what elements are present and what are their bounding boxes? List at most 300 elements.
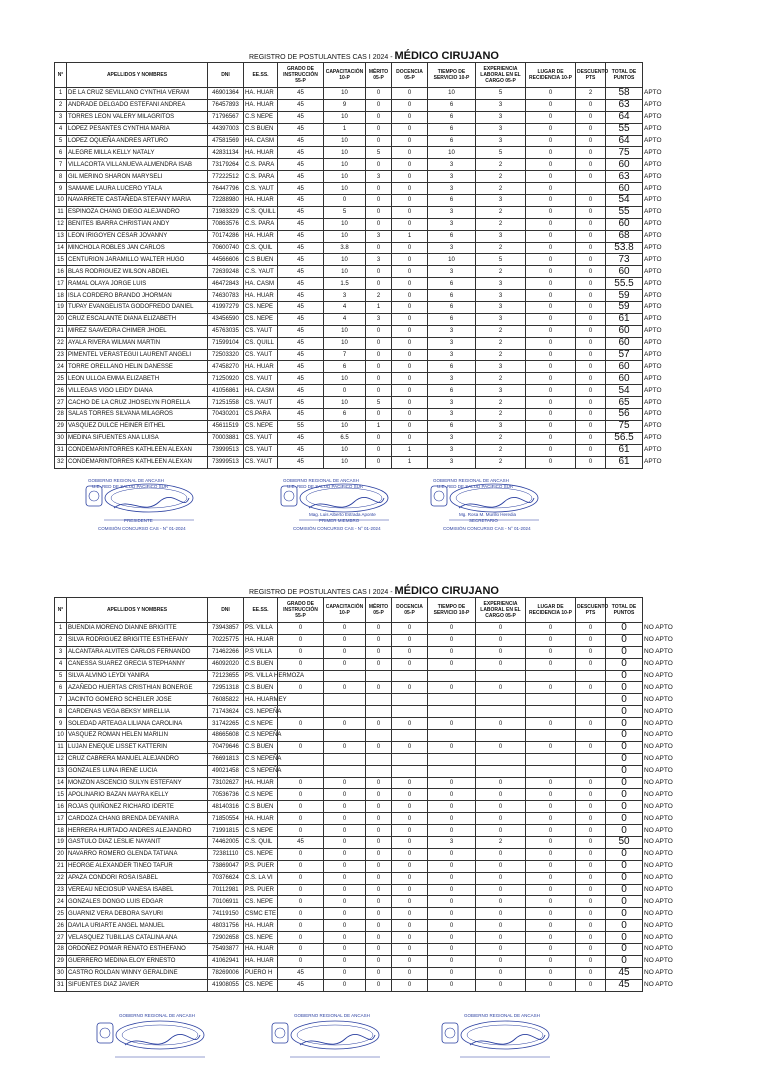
table-row <box>55 753 695 765</box>
col-name-cell: AYALA RIVERA WILMAN MARTIN <box>67 337 208 349</box>
stamp-org: GOBIERNO REGIONAL DE ANCASH <box>88 478 164 483</box>
col-total-cell: 0 <box>606 920 643 932</box>
col-experiencia-cell: 0 <box>476 682 526 694</box>
col-capacitacion-cell: 0 <box>324 872 366 884</box>
col-descuento-cell <box>576 730 606 742</box>
col-grado-cell: 45 <box>278 111 324 123</box>
col-name-cell: JACINTO GOMERO SCHEILER JOSE <box>67 694 208 706</box>
col-docencia-cell: 0 <box>392 789 428 801</box>
col-merito-cell: 0 <box>366 967 392 979</box>
col-number-cell: 16 <box>55 801 67 813</box>
col-result-header <box>643 63 695 88</box>
col-eess-cell: CS. YAUT <box>244 349 278 361</box>
col-grado-cell: 0 <box>278 634 324 646</box>
col-result-cell: APTO <box>644 125 662 133</box>
col-descuento-cell: 0 <box>576 373 606 385</box>
col-docencia-cell: 0 <box>392 848 428 860</box>
col-docencia-cell: 0 <box>392 658 428 670</box>
col-eess-cell: C.S. YAUT <box>244 183 278 195</box>
col-grado-cell: 45 <box>278 385 324 397</box>
col-capacitacion-cell: 0 <box>324 979 366 991</box>
col-number-cell: 13 <box>55 230 67 242</box>
col-name-cell: DE LA CRUZ SEVILLANO CYNTHIA VERAM <box>67 88 208 100</box>
table-row <box>55 706 695 718</box>
stamp-committee: COMISIÓN CONCURSO CAS - N° 01-2024 <box>443 526 531 531</box>
col-capacitacion-cell: 0 <box>324 718 366 730</box>
col-experiencia-cell: 5 <box>476 88 526 100</box>
col-residencia-cell <box>526 706 576 718</box>
col-total-cell: 55.5 <box>606 278 643 290</box>
col-tiempo-cell: 6 <box>428 111 476 123</box>
col-dni-cell: 45763035 <box>208 325 244 337</box>
col-descuento-cell: 0 <box>576 658 606 670</box>
col-total-cell: 65 <box>606 397 643 409</box>
col-tiempo-cell: 6 <box>428 420 476 432</box>
col-docencia-cell <box>392 753 428 765</box>
col-residencia-cell <box>526 730 576 742</box>
col-experiencia-cell: 0 <box>476 979 526 991</box>
col-docencia-cell: 0 <box>392 278 428 290</box>
col-name-cell: GUERRERO MEDINA ELOY ERNESTO <box>67 955 208 967</box>
col-grado-cell: 45 <box>278 135 324 147</box>
col-number-cell: 30 <box>55 967 67 979</box>
col-descuento-cell <box>576 706 606 718</box>
col-capacitacion-cell: 6 <box>324 409 366 421</box>
col-descuento-cell: 0 <box>576 955 606 967</box>
table-row <box>55 409 695 421</box>
table-row <box>55 171 695 183</box>
col-name-cell: GASTULO DIAZ LESLIE NAYANIT <box>67 837 208 849</box>
col-grado-cell: 0 <box>278 932 324 944</box>
col-total-header: TOTAL DE PUNTOS <box>606 63 643 88</box>
col-eess-header: EE.SS. <box>244 598 278 623</box>
col-eess-cell: CS. NEPE <box>244 420 278 432</box>
col-docencia-cell: 0 <box>392 646 428 658</box>
col-eess-cell: HA. HUAR <box>244 88 278 100</box>
col-grado-cell: 45 <box>278 278 324 290</box>
col-total-cell: 58 <box>606 88 643 100</box>
col-residencia-cell: 0 <box>526 123 576 135</box>
col-grado-cell: 0 <box>278 646 324 658</box>
col-eess-cell: CS. YAUT <box>244 432 278 444</box>
table-row <box>55 813 695 825</box>
table-row <box>55 361 695 373</box>
col-residencia-cell: 0 <box>526 409 576 421</box>
col-capacitacion-cell: 0 <box>324 623 366 635</box>
applicants-table-1 <box>54 62 695 469</box>
col-docencia-cell: 0 <box>392 932 428 944</box>
col-tiempo-cell: 3 <box>428 242 476 254</box>
col-docencia-cell: 0 <box>392 123 428 135</box>
col-experiencia-cell: 0 <box>476 634 526 646</box>
table-row <box>55 682 695 694</box>
col-capacitacion-cell: 0 <box>324 884 366 896</box>
col-docencia-cell: 0 <box>392 944 428 956</box>
col-dni-cell: 48665608 <box>208 730 244 742</box>
col-result-cell: NO APTO <box>644 802 673 810</box>
col-grado-cell: 45 <box>278 266 324 278</box>
col-capacitacion-cell <box>324 706 366 718</box>
col-result-cell: APTO <box>644 113 662 121</box>
table-row <box>55 123 695 135</box>
col-eess-cell: P.S. PUER <box>244 884 278 896</box>
col-name-cell: SILVA ALVINO LEYDI YANIRA <box>67 670 208 682</box>
col-name-cell: ALCANTARA ALVITES CARLOS FERNANDO <box>67 646 208 658</box>
col-grado-cell: 45 <box>278 373 324 385</box>
table-row <box>55 979 695 991</box>
col-grado-cell <box>278 765 324 777</box>
col-capacitacion-cell: 0 <box>324 955 366 967</box>
col-number-cell: 25 <box>55 908 67 920</box>
col-residencia-cell: 0 <box>526 884 576 896</box>
col-capacitacion-cell: 10 <box>324 254 366 266</box>
col-residencia-cell: 0 <box>526 159 576 171</box>
col-experiencia-cell: 0 <box>476 825 526 837</box>
col-residencia-cell: 0 <box>526 682 576 694</box>
col-experiencia-cell: 0 <box>476 908 526 920</box>
col-name-cell: SALAS TORRES SILVANA MILAGROS <box>67 409 208 421</box>
col-result-cell: NO APTO <box>644 981 673 989</box>
col-dni-cell: 70430201 <box>208 409 244 421</box>
col-total-cell: 0 <box>606 789 643 801</box>
col-total-cell: 0 <box>606 658 643 670</box>
col-result-cell: NO APTO <box>644 945 673 953</box>
col-number-cell: 21 <box>55 860 67 872</box>
col-merito-cell: 0 <box>366 896 392 908</box>
col-dni-cell: 76447796 <box>208 183 244 195</box>
col-number-cell: 11 <box>55 206 67 218</box>
col-experiencia-cell: 2 <box>476 206 526 218</box>
col-result-cell: NO APTO <box>644 814 673 822</box>
col-docencia-cell: 0 <box>392 349 428 361</box>
col-residencia-cell: 0 <box>526 111 576 123</box>
col-dni-cell: 47581569 <box>208 135 244 147</box>
col-descuento-cell: 2 <box>576 88 606 100</box>
col-grado-cell: 45 <box>278 432 324 444</box>
col-experiencia-cell: 0 <box>476 920 526 932</box>
col-descuento-cell: 0 <box>576 718 606 730</box>
col-tiempo-cell: 3 <box>428 349 476 361</box>
stamp-org: GOBIERNO REGIONAL DE ANCASH <box>433 478 509 483</box>
col-tiempo-cell: 0 <box>428 860 476 872</box>
col-number-cell: 28 <box>55 409 67 421</box>
col-tiempo-cell: 3 <box>428 397 476 409</box>
col-eess-cell: HA. HUAR <box>244 777 278 789</box>
col-total-cell: 59 <box>606 290 643 302</box>
col-dni-header: DNI <box>208 598 244 623</box>
col-residencia-cell: 0 <box>526 456 576 468</box>
col-eess-cell: CS. NEPE <box>244 932 278 944</box>
col-tiempo-cell: 0 <box>428 967 476 979</box>
col-dni-cell: 72381110 <box>208 848 244 860</box>
col-grado-cell: 45 <box>278 171 324 183</box>
col-number-cell: 29 <box>55 420 67 432</box>
col-number-cell: 20 <box>55 848 67 860</box>
col-merito-cell <box>366 670 392 682</box>
col-result-cell: APTO <box>644 398 662 406</box>
col-experiencia-cell: 0 <box>476 967 526 979</box>
col-experiencia-cell: 5 <box>476 147 526 159</box>
col-docencia-cell: 0 <box>392 409 428 421</box>
table-row <box>55 718 695 730</box>
col-merito-cell: 0 <box>366 813 392 825</box>
col-total-cell: 73 <box>606 254 643 266</box>
col-total-cell: 61 <box>606 456 643 468</box>
col-tiempo-cell: 3 <box>428 337 476 349</box>
col-number-cell: 22 <box>55 872 67 884</box>
col-merito-cell: 1 <box>366 302 392 314</box>
col-tiempo-cell: 0 <box>428 777 476 789</box>
col-tiempo-cell: 0 <box>428 932 476 944</box>
col-name-cell: CRUZ CABRERA MANUEL ALEJANDRO <box>67 753 208 765</box>
col-eess-cell: C.S BUEN <box>244 741 278 753</box>
col-number-cell: 7 <box>55 694 67 706</box>
col-docencia-cell: 0 <box>392 266 428 278</box>
col-residencia-cell: 0 <box>526 349 576 361</box>
col-docencia-cell: 1 <box>392 456 428 468</box>
col-result-cell: APTO <box>644 386 662 394</box>
col-total-cell: 64 <box>606 111 643 123</box>
col-result-cell: APTO <box>644 148 662 156</box>
col-dni-cell: 74630783 <box>208 290 244 302</box>
col-experiencia-header: EXPERIENCIA LABORAL EN EL CARGO 05-P <box>476 63 526 88</box>
col-merito-cell: 0 <box>366 741 392 753</box>
title-prefix: REGISTRO DE POSTULANTES CAS I 2024 - <box>249 589 395 596</box>
table-row <box>55 230 695 242</box>
col-total-cell: 0 <box>606 955 643 967</box>
col-tiempo-cell: 3 <box>428 183 476 195</box>
col-result-cell: APTO <box>644 422 662 430</box>
col-result-cell: APTO <box>644 255 662 263</box>
col-tiempo-cell: 0 <box>428 718 476 730</box>
col-descuento-cell: 0 <box>576 456 606 468</box>
col-merito-cell: 0 <box>366 206 392 218</box>
col-total-cell: 0 <box>606 670 643 682</box>
col-tiempo-cell: 3 <box>428 325 476 337</box>
col-dni-cell: 73999513 <box>208 456 244 468</box>
col-capacitacion-cell: 0 <box>324 789 366 801</box>
col-experiencia-cell: 2 <box>476 397 526 409</box>
col-experiencia-cell: 3 <box>476 135 526 147</box>
table-row <box>55 730 695 742</box>
col-name-cell: ANDRADE DELGADO ESTEFANI ANDREA <box>67 99 208 111</box>
col-total-cell: 60 <box>606 325 643 337</box>
col-tiempo-cell <box>428 694 476 706</box>
col-tiempo-cell: 3 <box>428 159 476 171</box>
col-experiencia-cell: 2 <box>476 242 526 254</box>
col-descuento-cell <box>576 694 606 706</box>
col-descuento-cell: 0 <box>576 385 606 397</box>
col-eess-cell: C.S BUEN <box>244 682 278 694</box>
col-number-cell: 6 <box>55 682 67 694</box>
col-name-cell: SOLEDAD ARTEAGA LILIANA CAROLINA <box>67 718 208 730</box>
col-name-cell: GIL MERINO SHARON MARYSELI <box>67 171 208 183</box>
col-dni-cell: 70479646 <box>208 741 244 753</box>
col-total-cell: 56 <box>606 409 643 421</box>
col-descuento-cell <box>576 753 606 765</box>
col-number-cell: 31 <box>55 979 67 991</box>
col-capacitacion-cell: 10 <box>324 337 366 349</box>
col-eess-cell: C.S NEPEÑA <box>244 765 278 777</box>
col-docencia-cell: 0 <box>392 218 428 230</box>
col-number-cell: 23 <box>55 884 67 896</box>
col-number-cell: 6 <box>55 147 67 159</box>
col-residencia-cell: 0 <box>526 789 576 801</box>
col-name-cell: VASQUEZ ROMAN HELEN MARILIN <box>67 730 208 742</box>
col-capacitacion-cell: 1 <box>324 123 366 135</box>
col-dni-cell: 72123655 <box>208 670 244 682</box>
col-merito-cell <box>366 706 392 718</box>
col-number-cell: 3 <box>55 646 67 658</box>
col-result-cell: NO APTO <box>644 779 673 787</box>
col-experiencia-cell: 2 <box>476 325 526 337</box>
signature-stamp-partial <box>95 1005 225 1024</box>
col-tiempo-cell: 0 <box>428 979 476 991</box>
col-residencia-cell: 0 <box>526 623 576 635</box>
table-row <box>55 908 695 920</box>
table-row <box>55 932 695 944</box>
col-result-cell: APTO <box>644 446 662 454</box>
col-total-cell: 63 <box>606 171 643 183</box>
col-dni-cell: 74119150 <box>208 908 244 920</box>
col-capacitacion-cell: 0 <box>324 837 366 849</box>
col-number-cell: 18 <box>55 825 67 837</box>
col-residencia-cell: 0 <box>526 135 576 147</box>
col-eess-cell: HA. HUAR <box>244 955 278 967</box>
col-residencia-cell: 0 <box>526 920 576 932</box>
stamp-org: GOBIERNO REGIONAL DE ANCASH <box>464 1013 540 1018</box>
col-docencia-cell: 0 <box>392 872 428 884</box>
col-tiempo-cell: 0 <box>428 944 476 956</box>
col-total-cell: 0 <box>606 777 643 789</box>
col-experiencia-cell: 3 <box>476 290 526 302</box>
col-number-cell: 24 <box>55 896 67 908</box>
col-tiempo-cell: 10 <box>428 147 476 159</box>
col-eess-cell: PS. VILLA <box>244 623 278 635</box>
col-residencia-cell: 0 <box>526 896 576 908</box>
col-total-cell: 0 <box>606 932 643 944</box>
col-result-cell: APTO <box>644 315 662 323</box>
col-docencia-cell: 0 <box>392 88 428 100</box>
col-merito-cell <box>366 765 392 777</box>
col-capacitacion-header: CAPACITACIÓN 10-P <box>324 63 366 88</box>
col-merito-cell <box>366 753 392 765</box>
col-name-cell: MEDINA SIFUENTES ANA LUISA <box>67 432 208 444</box>
col-result-cell: APTO <box>644 267 662 275</box>
col-merito-header: MÉRITO 05-P <box>366 63 392 88</box>
col-grado-cell: 45 <box>278 456 324 468</box>
col-name-cell: VEREAU NECIOSUP VANESA ISABEL <box>67 884 208 896</box>
col-result-cell: NO APTO <box>644 969 673 977</box>
col-capacitacion-cell: 1.5 <box>324 278 366 290</box>
col-tiempo-cell: 3 <box>428 206 476 218</box>
col-dni-cell: 73943857 <box>208 623 244 635</box>
col-number-cell: 27 <box>55 932 67 944</box>
title-main: MÉDICO CIRUJANO <box>394 50 499 62</box>
col-descuento-cell: 0 <box>576 741 606 753</box>
col-residencia-cell: 0 <box>526 218 576 230</box>
col-total-cell: 45 <box>606 979 643 991</box>
col-merito-cell: 0 <box>366 908 392 920</box>
col-number-cell: 28 <box>55 944 67 956</box>
col-eess-cell: HA. HUARMEY <box>244 694 278 706</box>
col-eess-cell: C.S BUEN <box>244 123 278 135</box>
col-grado-cell: 0 <box>278 860 324 872</box>
col-number-cell: 12 <box>55 753 67 765</box>
table-row <box>55 266 695 278</box>
col-number-cell: 5 <box>55 670 67 682</box>
col-grado-cell: 45 <box>278 88 324 100</box>
table-row <box>55 967 695 979</box>
col-merito-header: MÉRITO 05-P <box>366 598 392 623</box>
title-prefix: REGISTRO DE POSTULANTES CAS I 2024 - <box>249 54 395 61</box>
col-capacitacion-header: CAPACITACIÓN 10-P <box>324 598 366 623</box>
col-capacitacion-cell: 5 <box>324 206 366 218</box>
col-residencia-cell: 0 <box>526 777 576 789</box>
col-dni-cell: 71743624 <box>208 706 244 718</box>
col-residencia-cell: 0 <box>526 420 576 432</box>
col-grado-cell: 0 <box>278 872 324 884</box>
col-experiencia-cell: 2 <box>476 373 526 385</box>
col-capacitacion-cell: 0 <box>324 920 366 932</box>
col-merito-cell: 0 <box>366 432 392 444</box>
col-merito-cell: 0 <box>366 218 392 230</box>
col-grado-cell: 0 <box>278 789 324 801</box>
col-merito-cell: 0 <box>366 159 392 171</box>
col-result-cell: NO APTO <box>644 731 673 739</box>
col-dni-cell: 71983329 <box>208 206 244 218</box>
col-grado-cell: 45 <box>278 230 324 242</box>
table-row <box>55 337 695 349</box>
col-total-cell: 0 <box>606 884 643 896</box>
col-residencia-cell: 0 <box>526 171 576 183</box>
col-capacitacion-cell: 0 <box>324 825 366 837</box>
col-merito-cell: 0 <box>366 242 392 254</box>
stamp-org: GOBIERNO REGIONAL DE ANCASH <box>283 478 359 483</box>
col-capacitacion-cell <box>324 765 366 777</box>
col-tiempo-cell: 0 <box>428 789 476 801</box>
table-row <box>55 634 695 646</box>
col-grado-cell: 0 <box>278 825 324 837</box>
col-dni-cell: 71251558 <box>208 397 244 409</box>
col-name-cell: RAMAL OLAYA JORGE LUIS <box>67 278 208 290</box>
col-name-cell: BLAS RODRIGUEZ WILSON ABDIEL <box>67 266 208 278</box>
col-total-cell: 55 <box>606 206 643 218</box>
table-row <box>55 955 695 967</box>
col-name-cell: GONZALES LUNA IRENE LUCIA <box>67 765 208 777</box>
col-number-cell: 4 <box>55 123 67 135</box>
table-row <box>55 313 695 325</box>
col-grado-cell: 45 <box>278 444 324 456</box>
col-name-header: APELLIDOS Y NOMBRES <box>67 598 208 623</box>
col-capacitacion-cell: 10 <box>324 230 366 242</box>
col-experiencia-cell: 2 <box>476 444 526 456</box>
col-eess-cell: CS. YAUT <box>244 456 278 468</box>
col-dni-cell: 73179264 <box>208 159 244 171</box>
col-total-cell: 0 <box>606 718 643 730</box>
col-merito-cell: 0 <box>366 409 392 421</box>
col-eess-cell: C.S NEPEÑA <box>244 730 278 742</box>
col-residencia-cell: 0 <box>526 955 576 967</box>
col-result-cell: APTO <box>644 160 662 168</box>
col-experiencia-cell: 3 <box>476 302 526 314</box>
col-descuento-cell: 0 <box>576 242 606 254</box>
col-merito-cell: 0 <box>366 884 392 896</box>
col-residencia-cell <box>526 694 576 706</box>
col-tiempo-cell: 3 <box>428 373 476 385</box>
col-descuento-cell: 0 <box>576 967 606 979</box>
col-residencia-cell: 0 <box>526 302 576 314</box>
